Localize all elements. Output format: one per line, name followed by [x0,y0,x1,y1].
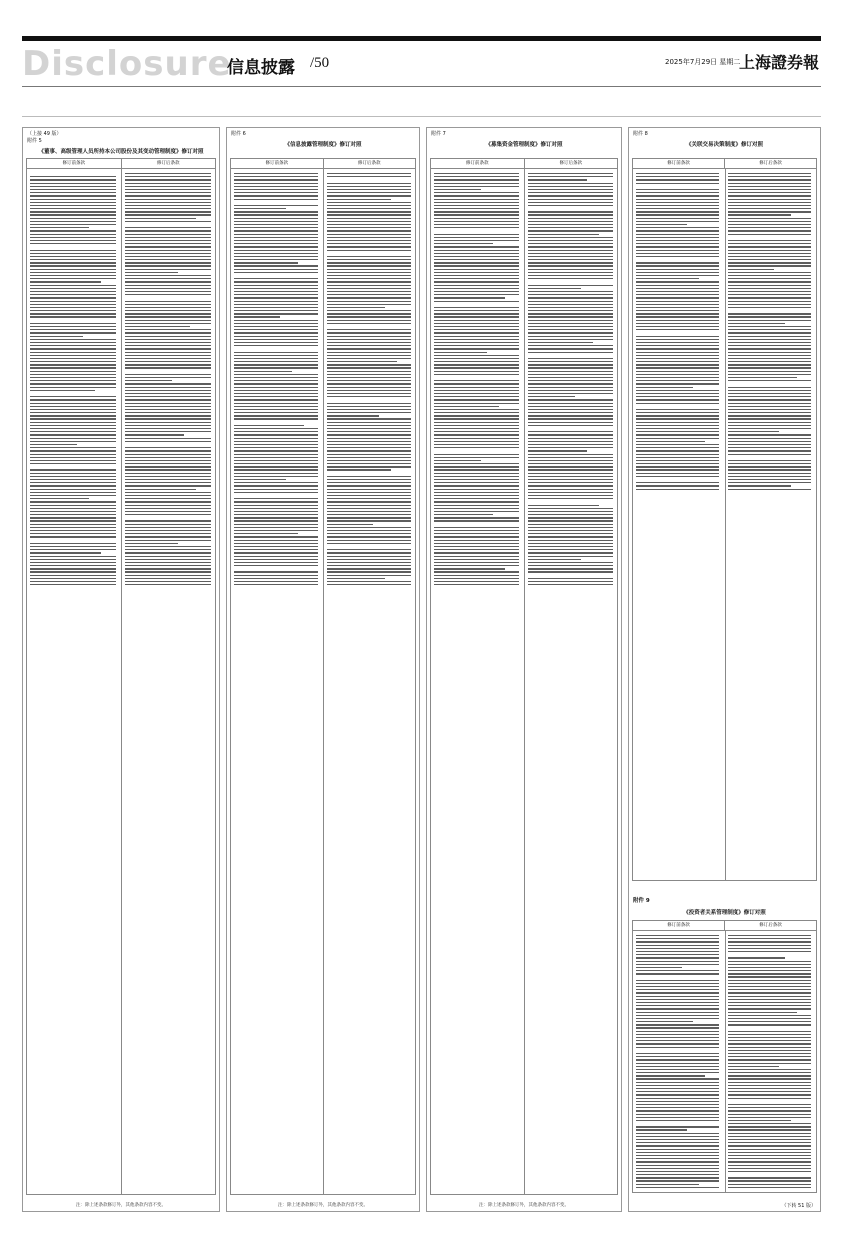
column-footnote: 注：除上述条款修订外，其他条款内容不变。 [76,1203,166,1208]
appendix-title: 《信息披露管理制度》修订对照 [284,142,362,148]
appendix-label: 附件 7 [431,131,446,137]
masthead [22,45,821,83]
table-text-block [434,173,519,587]
content-rule [22,116,821,117]
appendix-title: 《董事、高级管理人员所持本公司股份及其变动管理制度》修订对照 [38,149,204,155]
appendix-title: 《募集资金管理制度》修订对照 [485,142,563,148]
column-footnote: 注：除上述条款修订外，其他条款内容不变。 [278,1203,368,1208]
column-divider [524,168,525,1194]
column-divider [121,168,122,1194]
appendix-label: 附件 8 [633,131,648,137]
section-subtitle: 信息披露 [227,58,295,78]
continued-note: （上接 49 版） [27,131,62,137]
comparison-table [230,158,416,1195]
header-after: 修订后条款 [759,161,782,166]
issue-date: 2025年7月29日 星期二 [665,58,741,66]
page-number: /50 [310,55,330,71]
table-text-block [30,173,116,587]
comparison-table [632,158,817,881]
comparison-table [430,158,618,1195]
header-after: 修订后条款 [759,923,782,928]
column-appendix-5 [22,127,220,1212]
column-appendix-7 [426,127,622,1212]
header-before: 修订前条款 [231,159,324,168]
column-divider [725,930,726,1192]
table-text-block [528,173,613,587]
table-text-block [327,173,411,587]
table-text-block [234,173,318,587]
header-after: 修订后条款 [358,161,381,166]
column-divider [323,168,324,1194]
appendix-9-title: 《投资者关系管理制度》修订对照 [683,910,766,916]
header-before: 修订前条款 [431,159,525,168]
column-appendix-8 [628,127,821,1212]
column-appendix-6 [226,127,420,1212]
table-text-block [636,935,719,1190]
header-before: 修订前条款 [633,921,725,930]
section-title: Disclosure [22,44,232,84]
table-text-block [636,173,719,492]
masthead-rule [22,86,821,87]
continued-next-page: （下转 51 版） [781,1203,816,1209]
comparison-table [26,158,216,1195]
newspaper-name: 上海證券報 [738,53,819,72]
top-bar [22,36,821,41]
appendix-label: 附件 5 [27,138,42,144]
column-divider [725,168,726,880]
appendix-9-label: 附件 9 [633,898,650,904]
column-footnote: 注：除上述条款修订外，其他条款内容不变。 [479,1203,569,1208]
table-text-block [728,935,811,1190]
header-after: 修订后条款 [559,161,582,166]
header-before: 修订前条款 [633,159,725,168]
appendix-label: 附件 6 [231,131,246,137]
table-text-block [728,173,811,492]
header-after: 修订后条款 [157,161,180,166]
header-before: 修订前条款 [27,159,122,168]
table-text-block [125,173,211,587]
appendix-9-table [632,920,817,1193]
appendix-title: 《关联交易决策制度》修订对照 [685,142,763,148]
